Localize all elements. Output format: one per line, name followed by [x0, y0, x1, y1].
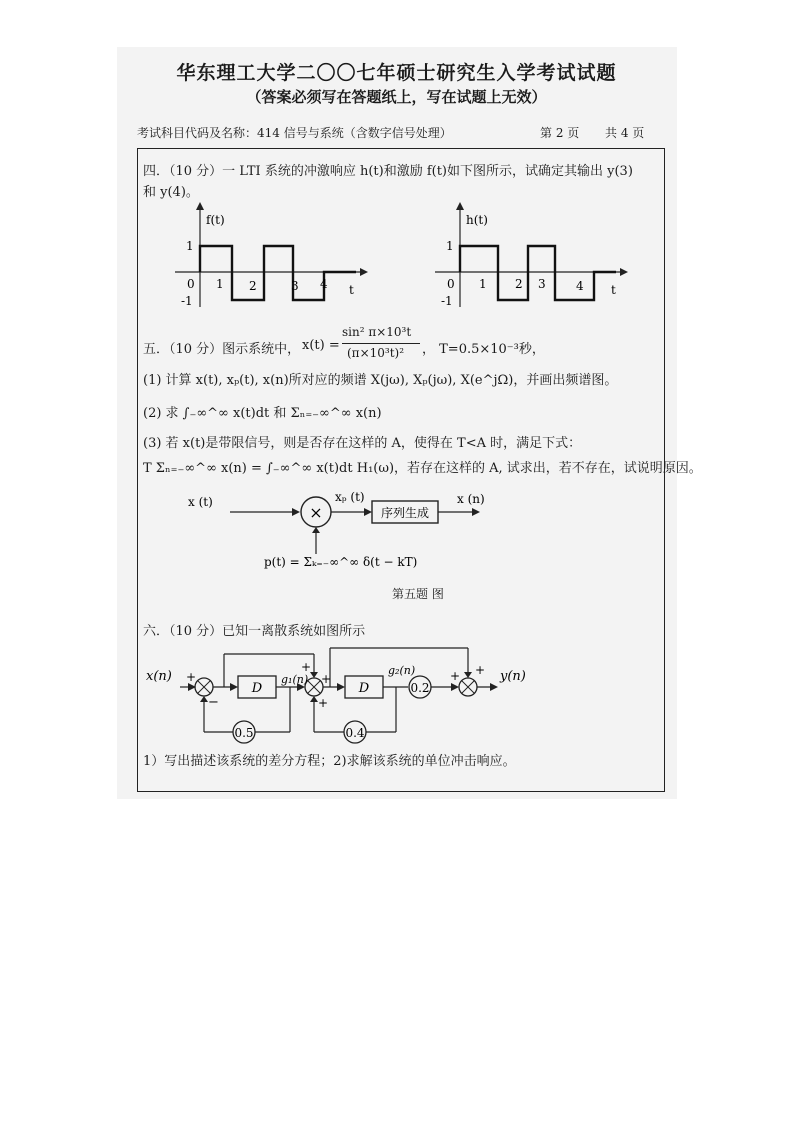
delay-block-1: D	[251, 681, 263, 696]
page-number: 第 2 页	[540, 126, 580, 140]
sum1-plus: +	[186, 670, 197, 684]
q5-item3-equation: T Σₙ₌₋∞^∞ x(n) = ∫₋∞^∞ x(t)dt H₁(ω)，若存在这样的 A, 试求出，若不存在，试说明原因。	[143, 461, 702, 476]
sum3-plus-left: +	[450, 669, 461, 683]
g1-label: g₁(n)	[281, 673, 309, 686]
q5-item2: (2) 求 ∫₋∞^∞ x(t)dt 和 Σₙ₌₋∞^∞ x(n)	[143, 406, 382, 421]
exam-title: 华东理工大学二〇〇七年硕士研究生入学考试试题	[176, 62, 617, 84]
q5-item3: (3) 若 x(t)是带限信号，则是否存在这样的 A，使得在 T<A 时，满足下式：	[143, 436, 582, 451]
sequence-generation-block: 序列生成	[380, 506, 430, 520]
sum2-plus-bottom: +	[318, 696, 329, 710]
q6-input-label: x(n)	[146, 669, 172, 684]
q6-heading: 六．（10 分）已知一离散系统如图所示	[143, 624, 366, 639]
f-plot-ylabel: f(t)	[206, 213, 225, 227]
h-plot-tick-3: 3	[538, 277, 546, 291]
sum2-plus-top: +	[301, 660, 312, 674]
q6-block-diagram	[140, 640, 540, 750]
f-plot-tick-3: 3	[291, 279, 299, 293]
q5-pulse-train: p(t) = Σₖ₌₋∞^∞ δ(t − kT)	[264, 555, 418, 569]
sum3-plus-top: +	[475, 663, 486, 677]
h-plot-tick-1: 1	[479, 277, 487, 291]
f-plot-xlabel: t	[349, 283, 354, 297]
g2-label: g₂(n)	[388, 664, 416, 677]
q4-h-plot	[430, 202, 630, 312]
q6-output-label: y(n)	[500, 669, 526, 684]
h-plot-neg-one: -1	[441, 294, 453, 308]
subject-code: 考试科目代码及名称：414 信号与系统（含数字信号处理）	[137, 126, 452, 140]
q5-formula-numerator: sin² π×10³t	[342, 325, 412, 339]
h-plot-ylabel: h(t)	[466, 213, 488, 227]
q4-text-line2: 和 y(4)。	[143, 185, 199, 200]
q5-formula-x: x(t) =	[302, 338, 340, 353]
gain-0.5: 0.5	[234, 726, 254, 740]
f-plot-tick-1: 1	[216, 277, 224, 291]
gain-0.4: 0.4	[345, 726, 365, 740]
h-plot-tick-2: 2	[515, 277, 523, 291]
f-plot-tick-4: 4	[320, 277, 328, 291]
f-plot-one: 1	[186, 239, 194, 253]
f-plot-neg-one: -1	[181, 294, 193, 308]
page-total: 共 4 页	[605, 126, 645, 140]
q5-intro: 五．（10 分）图示系统中，	[143, 342, 301, 357]
q4-f-plot	[170, 202, 370, 312]
f-plot-zero: 0	[187, 277, 195, 291]
q5-formula-T: ， T=0.5×10⁻³秒，	[422, 342, 545, 357]
q5-fraction-bar	[342, 343, 420, 344]
h-plot-zero: 0	[447, 277, 455, 291]
sum1-minus: −	[208, 695, 219, 710]
q4-text-line1: 四．（10 分）一 LTI 系统的冲激响应 h(t)和激励 f(t)如下图所示，试确定其输出 y(3)	[143, 164, 633, 179]
multiplier-symbol: ×	[309, 503, 323, 522]
q5-figure-caption: 第五题 图	[392, 587, 444, 601]
delay-block-2: D	[358, 681, 370, 696]
q5-formula-denominator: (π×10³t)²	[347, 346, 405, 360]
q6-question: 1）写出描述该系统的差分方程；2)求解该系统的单位冲击响应。	[143, 754, 516, 769]
q5-input-label: x (t)	[188, 495, 213, 509]
exam-subtitle: （答案必须写在答题纸上，写在试题上无效）	[246, 88, 547, 106]
q5-xp-label: xₚ (t)	[335, 490, 365, 504]
q5-item1: (1) 计算 x(t), xₚ(t), x(n)所对应的频谱 X(jω), Xₚ(jω), X(e^jΩ)，并画出频谱图。	[143, 373, 618, 388]
h-plot-xlabel: t	[611, 283, 616, 297]
h-plot-one: 1	[446, 239, 454, 253]
f-plot-tick-2: 2	[249, 279, 257, 293]
gain-0.2: 0.2	[410, 681, 430, 695]
q5-block-diagram	[180, 488, 500, 573]
sum2-plus-left: +	[321, 672, 332, 686]
q5-output-label: x (n)	[457, 492, 485, 506]
h-plot-tick-4: 4	[576, 279, 584, 293]
